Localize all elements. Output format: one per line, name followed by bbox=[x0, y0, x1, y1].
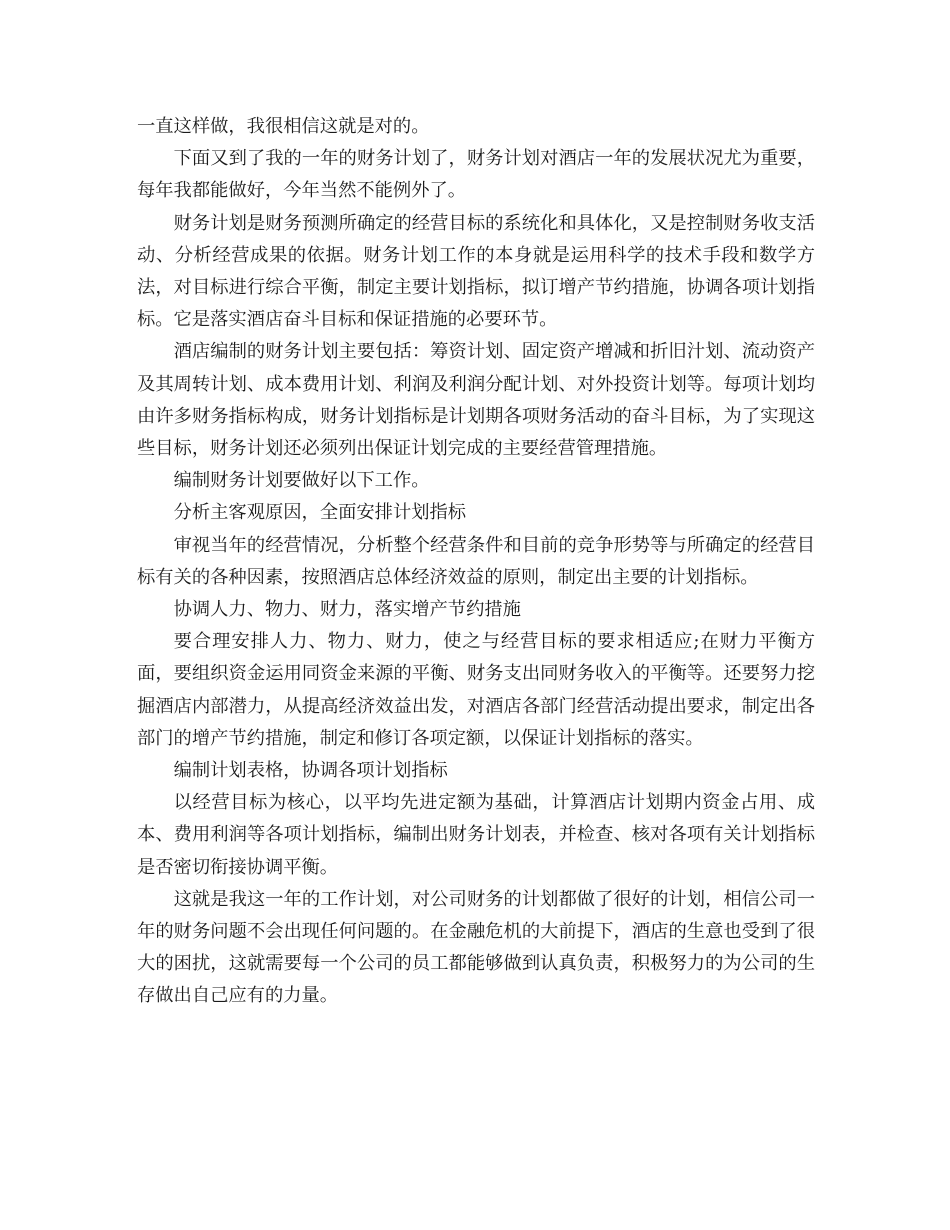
paragraph-intro: 下面又到了我的一年的财务计划了，财务计划对酒店一年的发展状况尤为重要，每年我都能做好，今年当然不能例外了。 bbox=[137, 148, 815, 202]
paragraph-continued: 一直这样做，我很相信这就是对的。 bbox=[137, 116, 430, 137]
paragraph-conclusion: 这就是我这一年的工作计划，对公司财务的计划都做了很好的计划，相信公司一年的财务问题不会出现任何问题的。在金融危机的大前提下，酒店的生意也受到了很大的困扰，这就需要每一个公司的员工都能够做到认真负责，积极努力的为公司的生存做出自己应有的力量。 bbox=[137, 888, 815, 1007]
paragraph-analysis: 审视当年的经营情况，分析整个经营条件和目前的竞争形势等与所确定的经营目标有关的各种因素，按照酒店总体经济效益的原则，制定出主要的计划指标。 bbox=[137, 534, 815, 588]
section-heading-coordination: 协调人力、物力、财力，落实增产节约措施 bbox=[173, 599, 521, 621]
paragraph-contents: 酒店编制的财务计划主要包括：筹资计划、固定资产增减和折旧汁划、流动资产及其周转计划、成本费用计划、利润及利润分配计划、对外投资计划等。每项计划均由许多财务指标构成，财务计划指标是计划期各项财务活动的奋斗目标，为了实现这些目标，财务计划还必须列出保证计划完成的主要经营管理措施。 bbox=[137, 341, 815, 460]
section-heading-tables: 编制计划表格，协调各项计划指标 bbox=[173, 760, 448, 782]
document-body bbox=[137, 111, 815, 1013]
paragraph-coordination: 要合理安排人力、物力、财力，使之与经营目标的要求相适应;在财力平衡方面，要组织资金运用同资金来源的平衡、财务支出同财务收入的平衡等。还要努力挖掘酒店内部潜力，从提高经济效益出发，对酒店各部门经营活动提出要求，制定出各部门的增产节约措施，制定和修订各项定额，以保证计划指标的落实。 bbox=[137, 631, 815, 749]
paragraph-tables: 以经营目标为核心，以平均先进定额为基础，计算酒店计划期内资金占用、成本、费用利润等各项计划指标，编制出财务计划表，并检查、核对各项有关计划指标是否密切衔接协调平衡。 bbox=[137, 792, 815, 878]
paragraph-work-intro: 编制财务计划要做好以下工作。 bbox=[173, 470, 430, 492]
section-heading-analysis: 分析主客观原因，全面安排计划指标 bbox=[173, 502, 467, 524]
paragraph-definition: 财务计划是财务预测所确定的经营目标的系统化和具体化，又是控制财务收支活动、分析经营成果的依据。财务计划工作的本身就是运用科学的技术手段和数学方法，对目标进行综合平衡，制定主要计划指标，拟订增产节约措施，协调各项计划指标。它是落实酒店奋斗目标和保证措施的必要环节。 bbox=[137, 212, 815, 331]
